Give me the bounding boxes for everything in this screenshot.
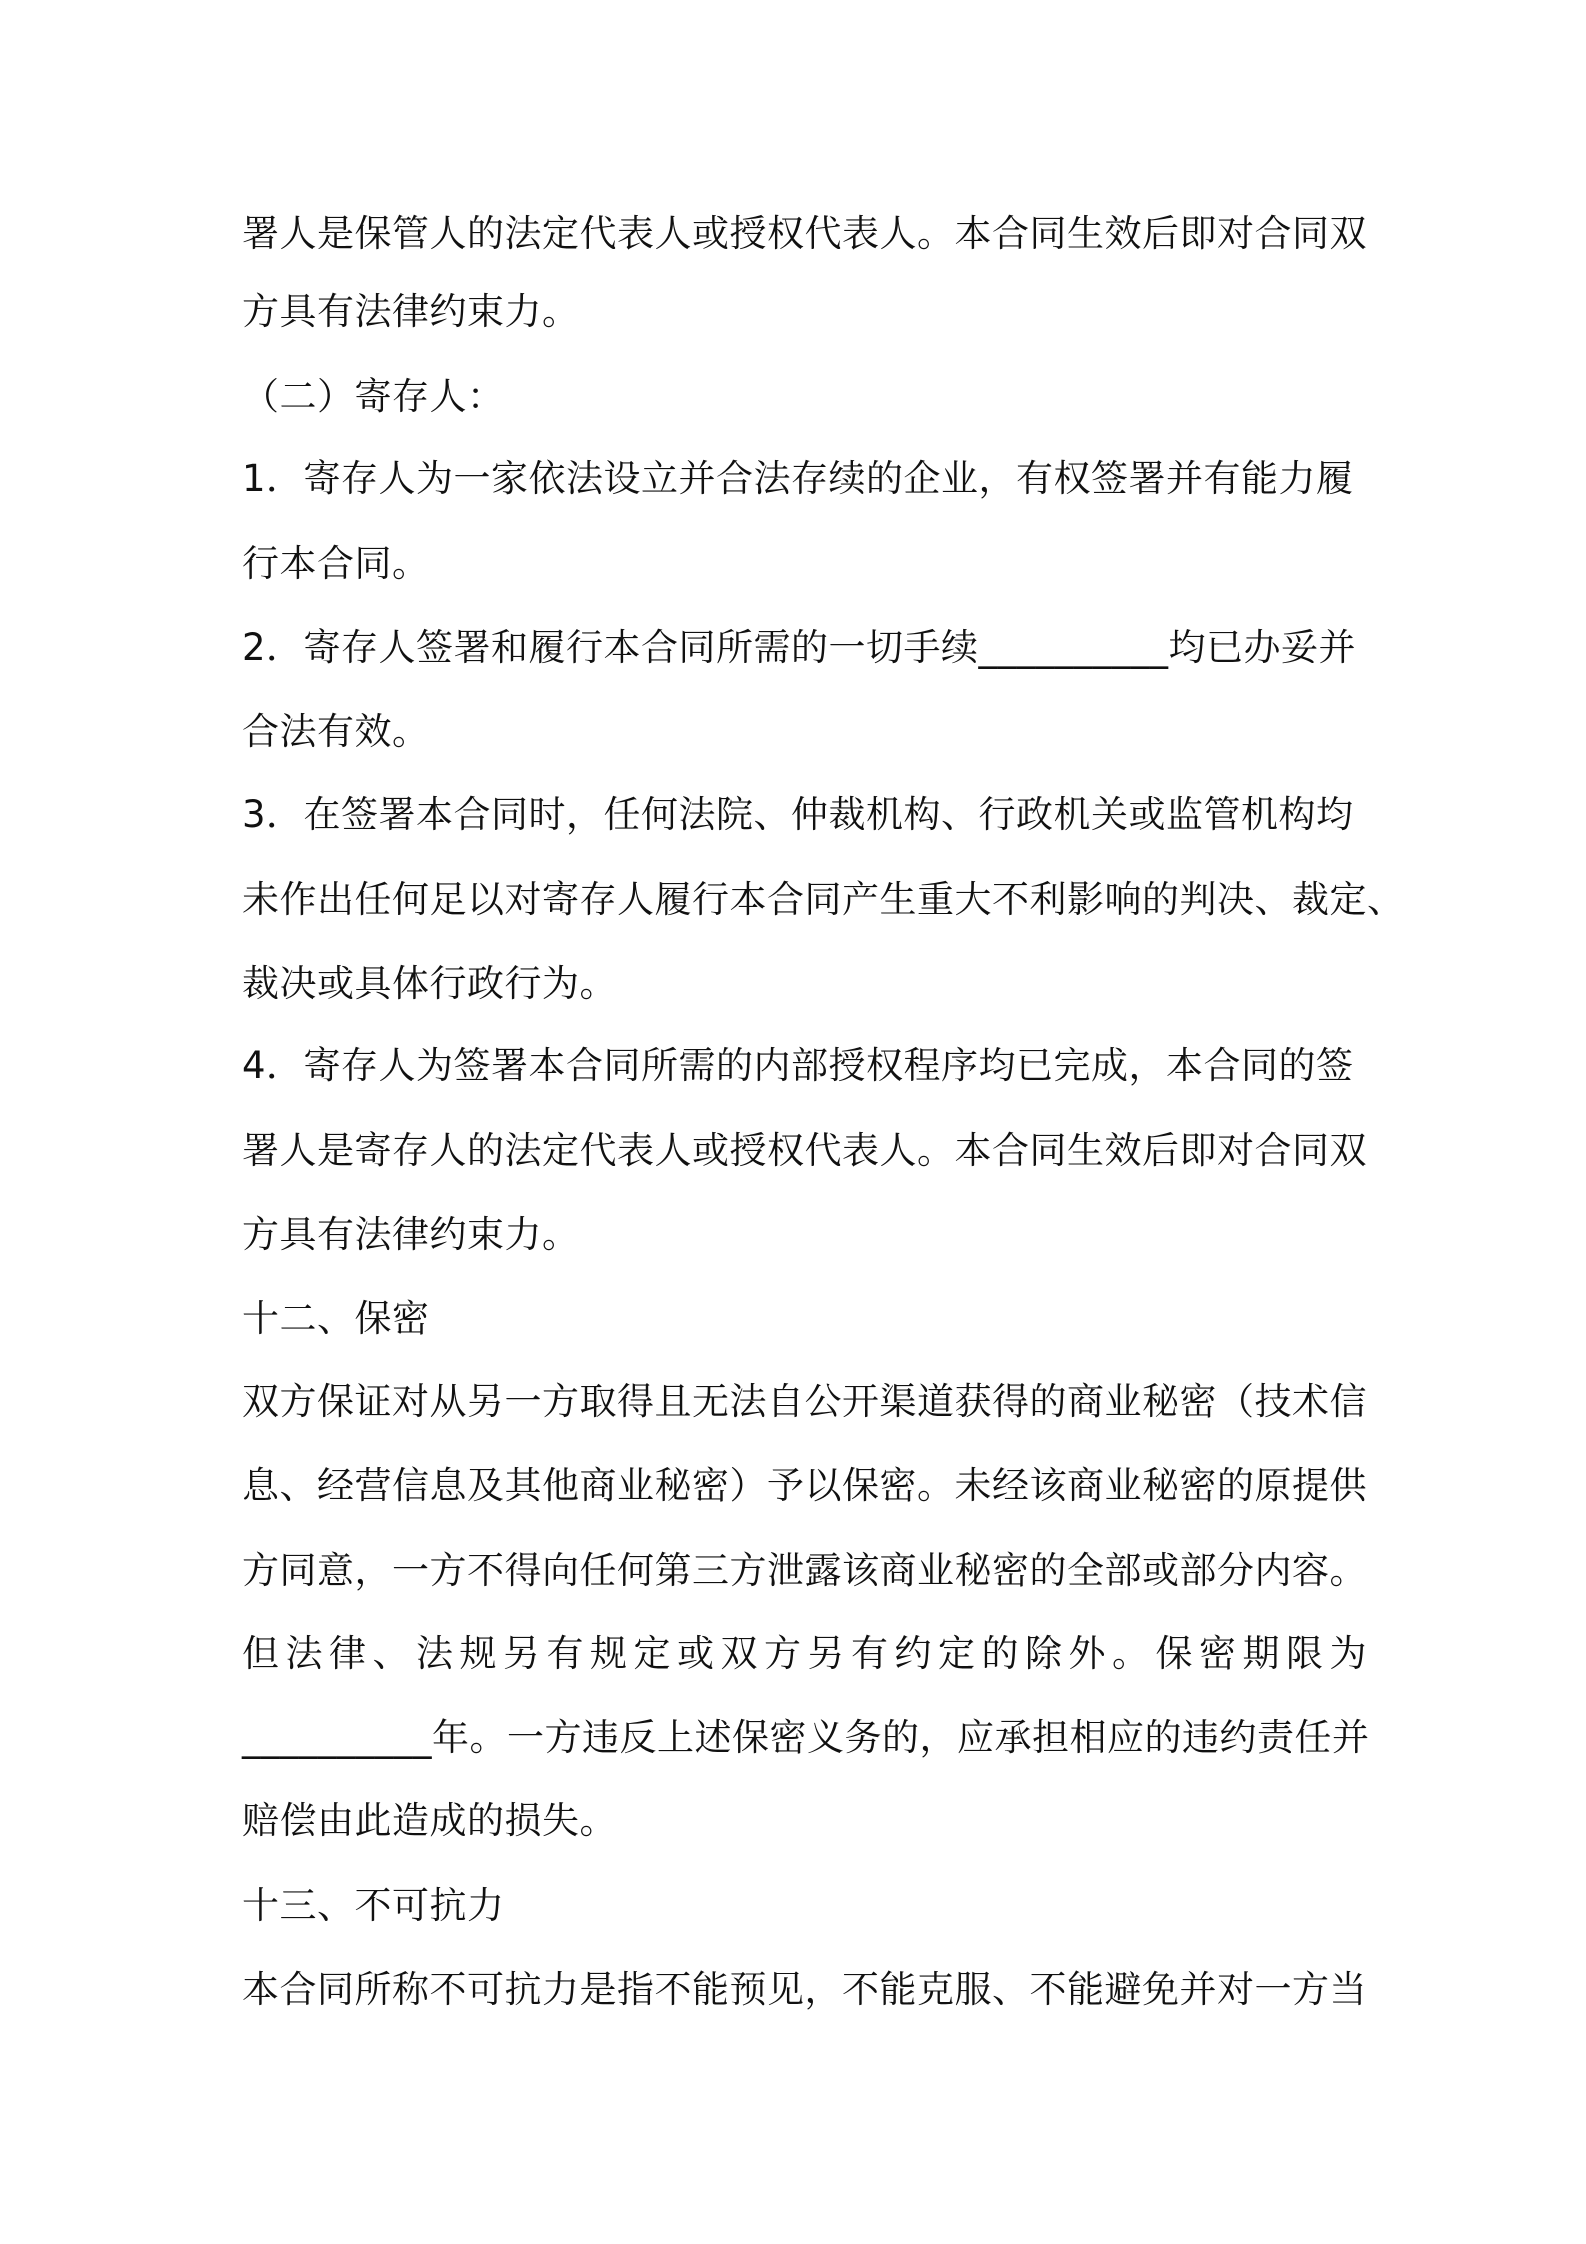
text-line: 裁决或具体行政行为。 <box>242 962 617 1005</box>
text-line: 方具有法律约束力。 <box>242 1213 580 1256</box>
section-heading: 十三、不可抗力 <box>242 1884 505 1927</box>
section-heading: 十二、保密 <box>242 1297 430 1340</box>
subsection-heading: （二）寄存人： <box>242 375 505 418</box>
text-line: 但法律、法规另有规定或双方另有约定的除外。保密期限为 <box>242 1632 1373 1675</box>
text-line: 方具有法律约束力。 <box>242 290 580 333</box>
text-line: 4．寄存人为签署本合同所需的内部授权程序均已完成，本合同的签 <box>242 1044 1354 1087</box>
text-line: 行本合同。 <box>242 542 430 585</box>
text-line: 未作出任何足以对寄存人履行本合同产生重大不利影响的判决、裁定、 <box>242 878 1405 921</box>
text-line: 3．在签署本合同时，任何法院、仲裁机构、行政机关或监管机构均 <box>242 793 1354 836</box>
text-line: 署人是保管人的法定代表人或授权代表人。本合同生效后即对合同双 <box>242 212 1367 255</box>
text-line: __________年。一方违反上述保密义务的，应承担相应的违约责任并 <box>242 1716 1370 1759</box>
text-line: 双方保证对从另一方取得且无法自公开渠道获得的商业秘密（技术信 <box>242 1380 1367 1423</box>
text-line: 方同意，一方不得向任何第三方泄露该商业秘密的全部或部分内容。 <box>242 1549 1367 1592</box>
text-line: 本合同所称不可抗力是指不能预见，不能克服、不能避免并对一方当 <box>242 1968 1367 2011</box>
text-line: 息、经营信息及其他商业秘密）予以保密。未经该商业秘密的原提供 <box>242 1464 1367 1507</box>
text-line: 署人是寄存人的法定代表人或授权代表人。本合同生效后即对合同双 <box>242 1129 1367 1172</box>
text-line: 合法有效。 <box>242 710 430 753</box>
text-line: 1．寄存人为一家依法设立并合法存续的企业，有权签署并有能力履 <box>242 457 1354 500</box>
text-line: 赔偿由此造成的损失。 <box>242 1799 617 1842</box>
text-line: 2．寄存人签署和履行本合同所需的一切手续__________均已办妥并 <box>242 626 1357 669</box>
